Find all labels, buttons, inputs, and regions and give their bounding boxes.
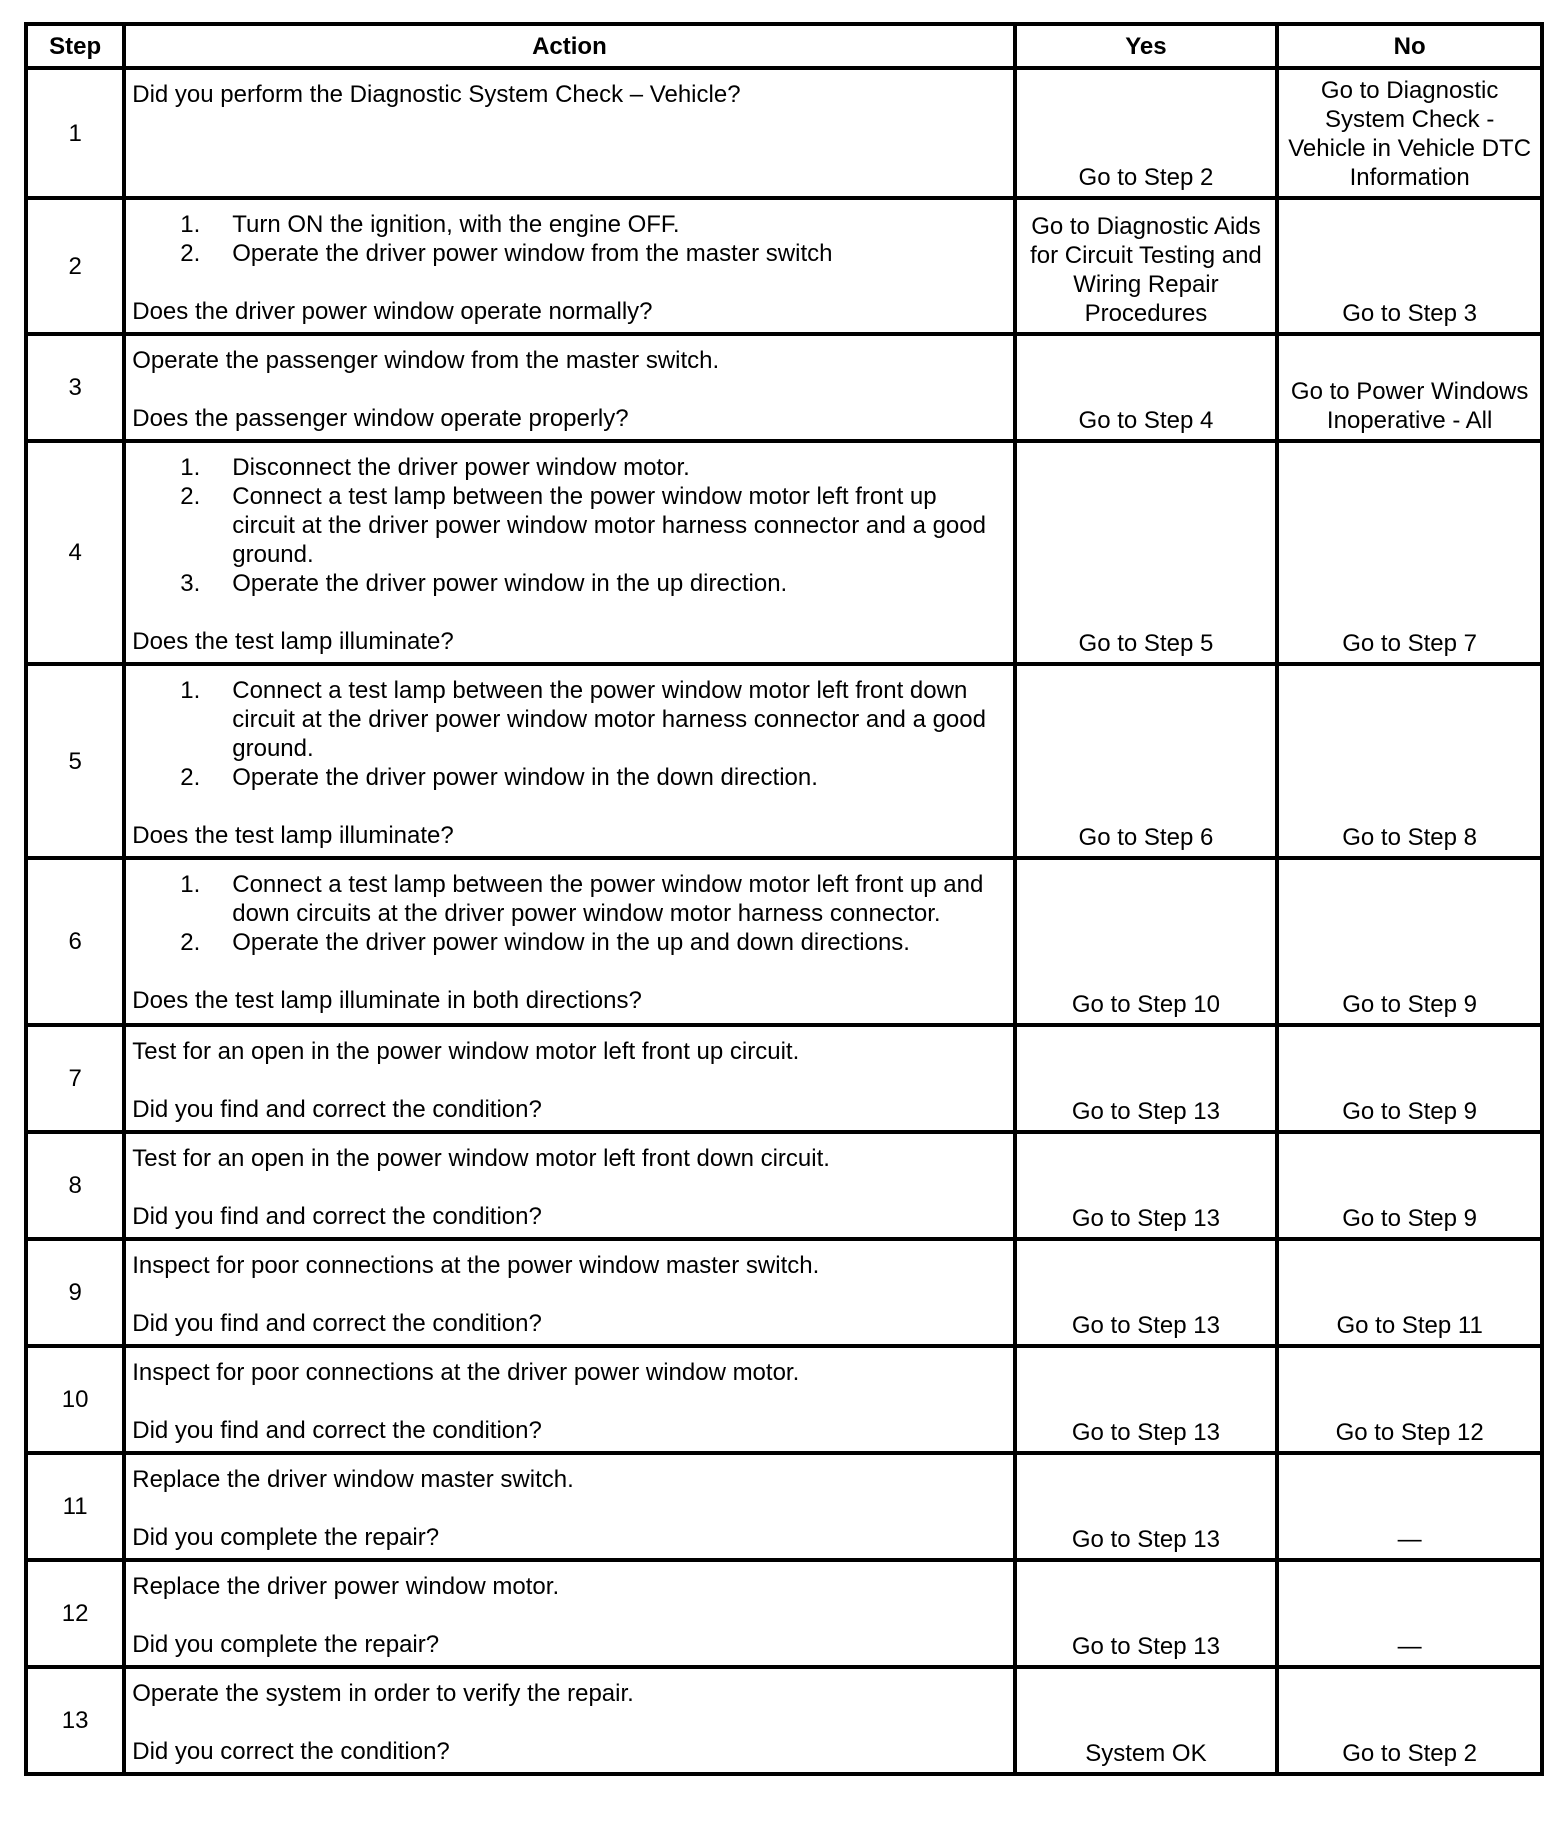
yes-result: Go to Step 13 xyxy=(1015,1132,1278,1239)
action-cell xyxy=(124,441,1014,664)
action-spacer xyxy=(132,1494,1004,1523)
action-step-number: 1. xyxy=(180,211,201,238)
action-cell xyxy=(124,334,1014,441)
action-cell xyxy=(124,858,1014,1025)
table-header xyxy=(26,24,1542,68)
action-spacer xyxy=(132,1066,1004,1095)
no-result: Go to Step 8 xyxy=(1277,664,1542,858)
action-question: Did you perform the Diagnostic System Check – Vehicle? xyxy=(132,81,741,108)
action-instruction: Operate the system in order to verify the repair. xyxy=(132,1680,634,1707)
action-question: Did you find and correct the condition? xyxy=(132,1096,542,1123)
action-step-item xyxy=(132,763,1004,792)
step-number: 5 xyxy=(26,664,124,858)
action-step-text: Operate the driver power window in the up direction. xyxy=(232,570,788,597)
no-result: Go to Step 3 xyxy=(1277,198,1542,334)
action-step-item xyxy=(132,453,1004,482)
header-step: Step xyxy=(26,24,124,68)
no-result: Go to Step 7 xyxy=(1277,441,1542,664)
action-question: Did you find and correct the condition? xyxy=(132,1310,542,1337)
header-action: Action xyxy=(124,24,1014,68)
action-spacer xyxy=(132,1173,1004,1202)
action-step-item xyxy=(132,239,1004,268)
action-step-item xyxy=(132,870,1004,928)
action-question: Does the test lamp illuminate in both directions? xyxy=(132,987,642,1014)
yes-result: Go to Step 13 xyxy=(1015,1560,1278,1667)
action-step-item xyxy=(132,210,1004,239)
yes-result: Go to Step 13 xyxy=(1015,1025,1278,1132)
action-instruction: Inspect for poor connections at the power window master switch. xyxy=(132,1252,820,1279)
action-spacer xyxy=(132,268,1004,297)
step-number: 7 xyxy=(26,1025,124,1132)
yes-result: System OK xyxy=(1015,1667,1278,1774)
step-number: 1 xyxy=(26,68,124,198)
action-spacer xyxy=(132,1280,1004,1309)
step-number: 2 xyxy=(26,198,124,334)
action-step-number: 1. xyxy=(180,454,201,481)
action-step-item xyxy=(132,569,1004,598)
no-result: Go to Power Windows Inoperative - All xyxy=(1277,334,1542,441)
step-number: 6 xyxy=(26,858,124,1025)
action-cell xyxy=(124,1667,1014,1774)
table-row xyxy=(26,1132,1542,1239)
table-row xyxy=(26,1667,1542,1774)
action-spacer xyxy=(132,1708,1004,1737)
action-step-text: Turn ON the ignition, with the engine OFF. xyxy=(232,211,680,238)
yes-result: Go to Diagnostic Aids for Circuit Testing and Wiring Repair Procedures xyxy=(1015,198,1278,334)
action-question: Did you find and correct the condition? xyxy=(132,1203,542,1230)
action-step-item xyxy=(132,676,1004,763)
action-spacer xyxy=(132,1387,1004,1416)
action-step-number: 1. xyxy=(180,677,201,704)
action-step-number: 2. xyxy=(180,764,201,791)
action-instruction: Inspect for poor connections at the driver power window motor. xyxy=(132,1359,800,1386)
diagnostic-table-container xyxy=(24,22,1544,1776)
action-step-text: Connect a test lamp between the power window motor left front down circuit at the driver power window motor harness connector and a good ground. xyxy=(232,677,986,762)
no-result: Go to Step 11 xyxy=(1277,1239,1542,1346)
table-row xyxy=(26,1239,1542,1346)
action-question: Did you find and correct the condition? xyxy=(132,1417,542,1444)
action-spacer xyxy=(132,375,1004,404)
yes-result: Go to Step 6 xyxy=(1015,664,1278,858)
step-number: 4 xyxy=(26,441,124,664)
header-row xyxy=(26,24,1542,68)
step-number: 13 xyxy=(26,1667,124,1774)
table-row xyxy=(26,1025,1542,1132)
action-cell xyxy=(124,664,1014,858)
table-row xyxy=(26,334,1542,441)
action-step-item xyxy=(132,482,1004,569)
action-question: Does the test lamp illuminate? xyxy=(132,628,454,655)
action-instruction: Replace the driver window master switch. xyxy=(132,1466,574,1493)
action-step-number: 2. xyxy=(180,483,201,510)
table-row xyxy=(26,1453,1542,1560)
action-step-number: 1. xyxy=(180,871,201,898)
action-instruction: Test for an open in the power window motor left front up circuit. xyxy=(132,1038,800,1065)
action-question: Does the driver power window operate normally? xyxy=(132,298,653,325)
table-row xyxy=(26,664,1542,858)
no-result: Go to Step 9 xyxy=(1277,858,1542,1025)
action-steps-list xyxy=(132,676,1004,792)
action-cell xyxy=(124,1239,1014,1346)
yes-result: Go to Step 10 xyxy=(1015,858,1278,1025)
no-result: Go to Step 2 xyxy=(1277,1667,1542,1774)
yes-result: Go to Step 2 xyxy=(1015,68,1278,198)
action-instruction: Test for an open in the power window motor left front down circuit. xyxy=(132,1145,830,1172)
yes-result: Go to Step 5 xyxy=(1015,441,1278,664)
action-cell xyxy=(124,1560,1014,1667)
yes-result: Go to Step 13 xyxy=(1015,1453,1278,1560)
action-steps-list xyxy=(132,453,1004,598)
action-cell xyxy=(124,198,1014,334)
header-yes: Yes xyxy=(1015,24,1278,68)
yes-result: Go to Step 13 xyxy=(1015,1239,1278,1346)
action-step-text: Operate the driver power window in the down direction. xyxy=(232,764,818,791)
action-step-text: Operate the driver power window from the master switch xyxy=(232,240,833,267)
action-step-text: Connect a test lamp between the power window motor left front up circuit at the driver power window motor harness connector and a good ground. xyxy=(232,483,986,568)
action-instruction: Operate the passenger window from the master switch. xyxy=(132,347,720,374)
step-number: 11 xyxy=(26,1453,124,1560)
action-instruction: Replace the driver power window motor. xyxy=(132,1573,560,1600)
action-cell xyxy=(124,1132,1014,1239)
table-row xyxy=(26,1560,1542,1667)
diagnostic-table xyxy=(24,22,1544,1776)
no-result: — xyxy=(1277,1453,1542,1560)
action-question: Did you complete the repair? xyxy=(132,1631,440,1658)
action-steps-list xyxy=(132,870,1004,957)
action-step-text: Disconnect the driver power window motor. xyxy=(232,454,690,481)
no-result: Go to Step 9 xyxy=(1277,1132,1542,1239)
step-number: 10 xyxy=(26,1346,124,1453)
action-step-number: 2. xyxy=(180,929,201,956)
table-row xyxy=(26,198,1542,334)
no-result: Go to Step 12 xyxy=(1277,1346,1542,1453)
table-row xyxy=(26,1346,1542,1453)
no-result: — xyxy=(1277,1560,1542,1667)
step-number: 12 xyxy=(26,1560,124,1667)
table-row xyxy=(26,858,1542,1025)
action-spacer xyxy=(132,1601,1004,1630)
action-cell xyxy=(124,1025,1014,1132)
no-result: Go to Step 9 xyxy=(1277,1025,1542,1132)
action-question: Did you correct the condition? xyxy=(132,1738,450,1765)
action-step-item xyxy=(132,928,1004,957)
no-result: Go to Diagnostic System Check - Vehicle in Vehicle DTC Information xyxy=(1277,68,1542,198)
action-cell xyxy=(124,1346,1014,1453)
action-cell xyxy=(124,1453,1014,1560)
action-steps-list xyxy=(132,210,1004,268)
action-question: Does the test lamp illuminate? xyxy=(132,822,454,849)
action-step-number: 3. xyxy=(180,570,201,597)
header-no: No xyxy=(1277,24,1542,68)
action-question: Did you complete the repair? xyxy=(132,1524,440,1551)
action-cell xyxy=(124,68,1014,198)
action-step-number: 2. xyxy=(180,240,201,267)
action-step-text: Connect a test lamp between the power window motor left front up and down circuits at the driver power window motor harness connector. xyxy=(232,871,984,927)
table-row xyxy=(26,68,1542,198)
step-number: 8 xyxy=(26,1132,124,1239)
step-number: 9 xyxy=(26,1239,124,1346)
action-spacer xyxy=(132,957,1004,986)
action-spacer xyxy=(132,792,1004,821)
table-body xyxy=(26,68,1542,1774)
yes-result: Go to Step 13 xyxy=(1015,1346,1278,1453)
table-row xyxy=(26,441,1542,664)
action-spacer xyxy=(132,598,1004,627)
action-step-text: Operate the driver power window in the up and down directions. xyxy=(232,929,910,956)
yes-result: Go to Step 4 xyxy=(1015,334,1278,441)
action-question: Does the passenger window operate properly? xyxy=(132,405,629,432)
step-number: 3 xyxy=(26,334,124,441)
